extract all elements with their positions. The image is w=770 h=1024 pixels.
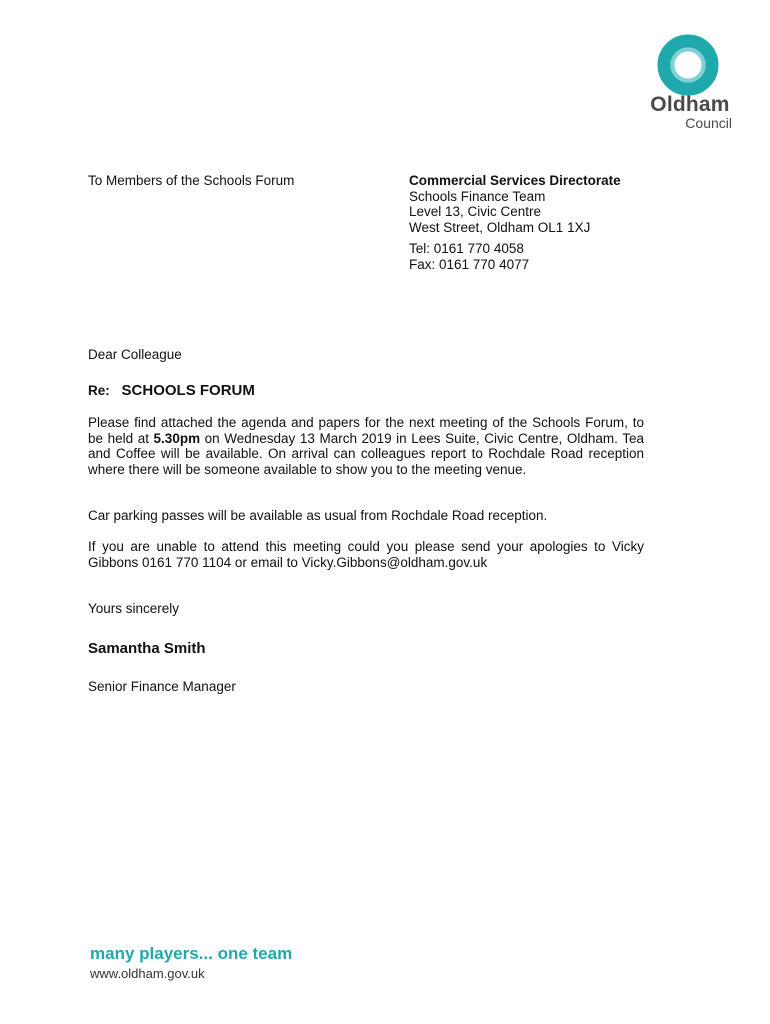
sender-team: Schools Finance Team xyxy=(409,188,546,204)
signer-title: Senior Finance Manager xyxy=(88,679,236,694)
oldham-council-logo xyxy=(640,30,740,140)
closing-line: Yours sincerely xyxy=(88,601,180,616)
sender-address-line1: Level 13, Civic Centre xyxy=(409,204,542,219)
subject-line xyxy=(88,382,255,399)
meeting-text-start: Please find attached the agenda and papers for the next meeting of the Schools Forum, to be held at xyxy=(88,415,644,446)
salutation: Dear Colleague xyxy=(88,347,182,362)
body-paragraph-parking: Car parking passes will be available as usual from Rochdale Road reception. xyxy=(88,508,548,523)
sender-fax: Fax: 0161 770 4077 xyxy=(409,256,530,272)
body-paragraph-apologies: If you are unable to attend this meeting could you please send your apologies to Vicky Gibbons 0161 770 1104 or email to Vicky.Gibbons@oldham.gov.uk xyxy=(88,539,644,570)
signer-name: Samantha Smith xyxy=(88,640,206,657)
logo-subtitle: Council xyxy=(685,115,732,131)
logo-ring-icon xyxy=(657,34,719,96)
sender-address-line2: West Street, Oldham OL1 1XJ xyxy=(409,219,591,235)
subject-text: SCHOOLS FORUM xyxy=(121,382,255,399)
sender-tel: Tel: 0161 770 4058 xyxy=(409,241,524,256)
sender-directorate: Commercial Services Directorate xyxy=(409,173,621,188)
footer-tagline: many players... one team xyxy=(90,944,293,963)
logo-name: Oldham xyxy=(650,93,730,116)
body-paragraph-meeting xyxy=(88,415,644,477)
meeting-time: 5.30pm xyxy=(153,430,201,446)
recipient-line: To Members of the Schools Forum xyxy=(88,173,295,188)
footer-website: www.oldham.gov.uk xyxy=(90,966,205,981)
subject-label: Re: xyxy=(88,383,110,398)
sender-address-block xyxy=(409,173,621,272)
meeting-text-rest: on Wednesday 13 March 2019 in Lees Suite, Civic Centre, Oldham. Tea and Coffee will be available. On arrival can colleagues report to Rochdale Road reception where there will be someone available to show you to the meeting venue. xyxy=(88,430,644,477)
